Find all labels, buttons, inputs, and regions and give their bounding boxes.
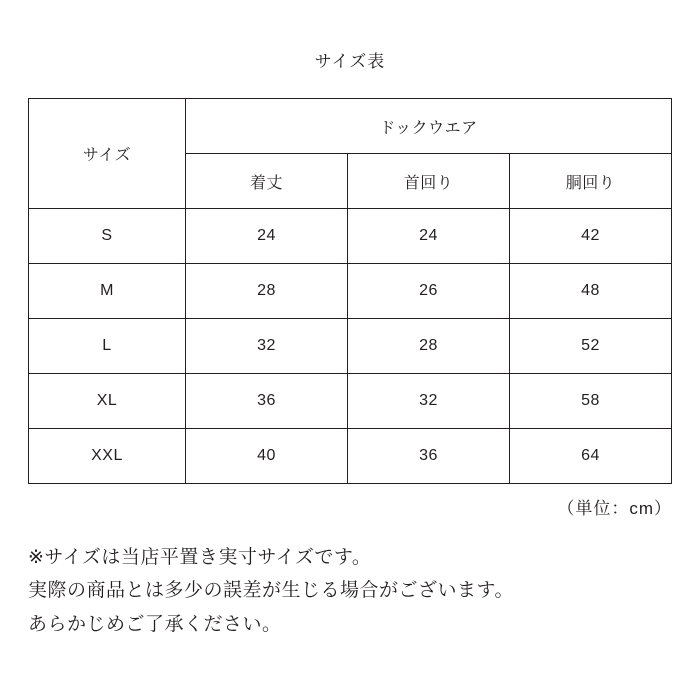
cell-chest: 42 — [510, 209, 672, 264]
table-row — [29, 264, 672, 319]
subheader-chest: 胴回り — [510, 154, 672, 209]
row-size-label: XXL — [29, 429, 186, 484]
table-row — [29, 209, 672, 264]
size-table-wrapper — [28, 98, 672, 484]
cell-chest: 48 — [510, 264, 672, 319]
row-size-label: XL — [29, 374, 186, 429]
cell-length: 24 — [186, 209, 348, 264]
cell-chest: 64 — [510, 429, 672, 484]
size-table — [28, 98, 672, 484]
cell-chest: 58 — [510, 374, 672, 429]
cell-neck: 24 — [348, 209, 510, 264]
notes-block — [28, 541, 672, 641]
note-line-1: ※サイズは当店平置き実寸サイズです。 — [28, 547, 372, 568]
subheader-length: 着丈 — [186, 154, 348, 209]
row-size-label: L — [29, 319, 186, 374]
cell-neck: 26 — [348, 264, 510, 319]
subheader-neck: 首回り — [348, 154, 510, 209]
group-column-header: ドックウエア — [186, 99, 672, 154]
cell-chest: 52 — [510, 319, 672, 374]
table-row — [29, 374, 672, 429]
table-row — [29, 319, 672, 374]
page-title: サイズ表 — [314, 52, 386, 71]
cell-neck: 36 — [348, 429, 510, 484]
cell-length: 32 — [186, 319, 348, 374]
row-size-label: S — [29, 209, 186, 264]
cell-length: 28 — [186, 264, 348, 319]
table-row — [29, 429, 672, 484]
cell-length: 40 — [186, 429, 348, 484]
size-column-header: サイズ — [29, 99, 186, 209]
cell-neck: 28 — [348, 319, 510, 374]
row-size-label: M — [29, 264, 186, 319]
cell-neck: 32 — [348, 374, 510, 429]
table-header-row — [29, 99, 672, 154]
note-line-3: あらかじめご了承ください。 — [28, 613, 282, 635]
unit-note: （単位：cm） — [557, 499, 672, 518]
note-line-2: 実際の商品とは多少の誤差が生じる場合がございます。 — [28, 580, 514, 602]
cell-length: 36 — [186, 374, 348, 429]
